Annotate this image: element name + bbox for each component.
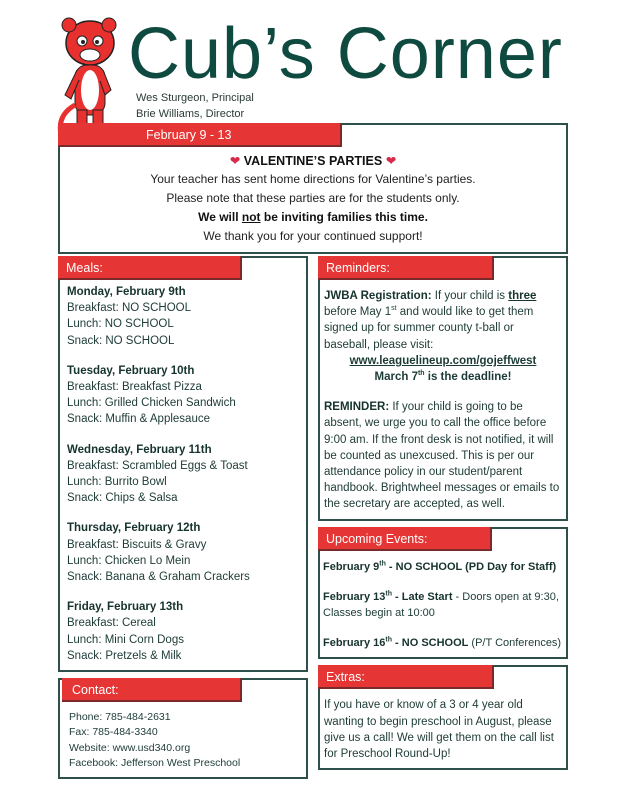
meal-item: Snack: Pretzels & Milk: [67, 649, 182, 662]
meal-item: Lunch: NO SCHOOL: [67, 318, 174, 331]
no-families-notice: We will not be inviting families this time.: [198, 210, 428, 224]
valentine-line: Please note that these parties are for the students only.: [166, 191, 460, 205]
meal-day-heading: Thursday, February 12th: [67, 522, 201, 535]
contact-fax: Fax: 785-484-3340: [69, 726, 158, 739]
extras-tab: Extras:: [318, 665, 494, 689]
events-tab: Upcoming Events:: [318, 527, 492, 551]
meal-item: Snack: Muffin & Applesauce: [67, 413, 210, 426]
extras-text: If you have or know of a 3 or 4 year old wanting to begin preschool in August, please give us a call! We will get them on the call list for Preschool Round-Up!: [324, 699, 554, 761]
meal-item: Snack: Chips & Salsa: [67, 492, 178, 505]
meal-day-heading: Wednesday, February 11th: [67, 443, 212, 456]
contact-facebook[interactable]: Facebook: Jefferson West Preschool: [69, 756, 241, 769]
date-range-tab: February 9 - 13: [58, 123, 342, 147]
contact-tab: Contact:: [62, 678, 242, 702]
heading-text: VALENTINE’S PARTIES: [243, 154, 383, 168]
contact-website[interactable]: Website: www.usd340.org: [69, 741, 191, 754]
meal-item: Breakfast: NO SCHOOL: [67, 302, 191, 315]
reminders-section: [318, 256, 568, 521]
meal-item: Lunch: Chicken Lo Mein: [67, 554, 191, 567]
meal-day-heading: Friday, February 13th: [67, 601, 184, 614]
deadline: March 7th is the deadline!: [374, 370, 512, 384]
valentine-line: Your teacher has sent home directions for Valentine’s parties.: [150, 172, 476, 186]
valentine-section: [58, 123, 568, 254]
meal-day-heading: Tuesday, February 10th: [67, 364, 195, 377]
contact-phone: Phone: 785-484-2631: [69, 711, 171, 724]
event-item: February 13th - Late Start - Doors open at 9:30, Classes begin at 10:00: [323, 590, 559, 620]
extras-section: [318, 665, 568, 770]
meal-item: Breakfast: Scrambled Eggs & Toast: [67, 459, 248, 472]
absence-reminder: REMINDER: If your child is going to be absent, we urge you to call the office before 9:00 am. If the front desk is not notified, it will be counted as unexcused. This is per our attendance policy in our student/parent handbook. Brightwheel messages or emails to the secretary are accepted, as well.: [324, 401, 560, 511]
heart-icon: ❤: [385, 154, 397, 168]
thanks-line: We thank you for your continued support!: [203, 229, 423, 243]
event-item: February 9th - NO SCHOOL (PD Day for Staff): [323, 559, 557, 573]
valentine-heading: [60, 152, 566, 170]
principal-name: Wes Sturgeon, Principal: [136, 92, 254, 104]
jwba-registration: JWBA Registration: If your child is three before May 1st and would like to get them signed up for summer county t-ball or baseball, please visit:: [324, 290, 537, 351]
newsletter-title: Cub’s Corner: [128, 14, 563, 94]
registration-link[interactable]: www.leaguelineup.com/gojeffwest: [349, 354, 537, 367]
meals-section: [58, 256, 308, 672]
meal-item: Lunch: Burrito Bowl: [67, 476, 167, 489]
meal-item: Snack: NO SCHOOL: [67, 334, 175, 347]
director-name: Brie Williams, Director: [136, 108, 245, 120]
meal-item: Snack: Banana & Graham Crackers: [67, 571, 250, 584]
event-item: February 16th - NO SCHOOL (P/T Conferences): [323, 636, 562, 650]
meal-item: Breakfast: Cereal: [67, 617, 156, 630]
reminders-tab: Reminders:: [318, 256, 494, 280]
contact-section: [58, 678, 308, 779]
meals-tab: Meals:: [58, 256, 242, 280]
upcoming-events-section: [318, 527, 568, 660]
meal-item: Lunch: Mini Corn Dogs: [67, 633, 184, 646]
meal-item: Breakfast: Biscuits & Gravy: [67, 538, 207, 551]
heart-icon: ❤: [229, 154, 241, 168]
meal-item: Breakfast: Breakfast Pizza: [67, 381, 202, 394]
meal-day-heading: Monday, February 9th: [67, 286, 186, 298]
meal-item: Lunch: Grilled Chicken Sandwich: [67, 397, 236, 410]
